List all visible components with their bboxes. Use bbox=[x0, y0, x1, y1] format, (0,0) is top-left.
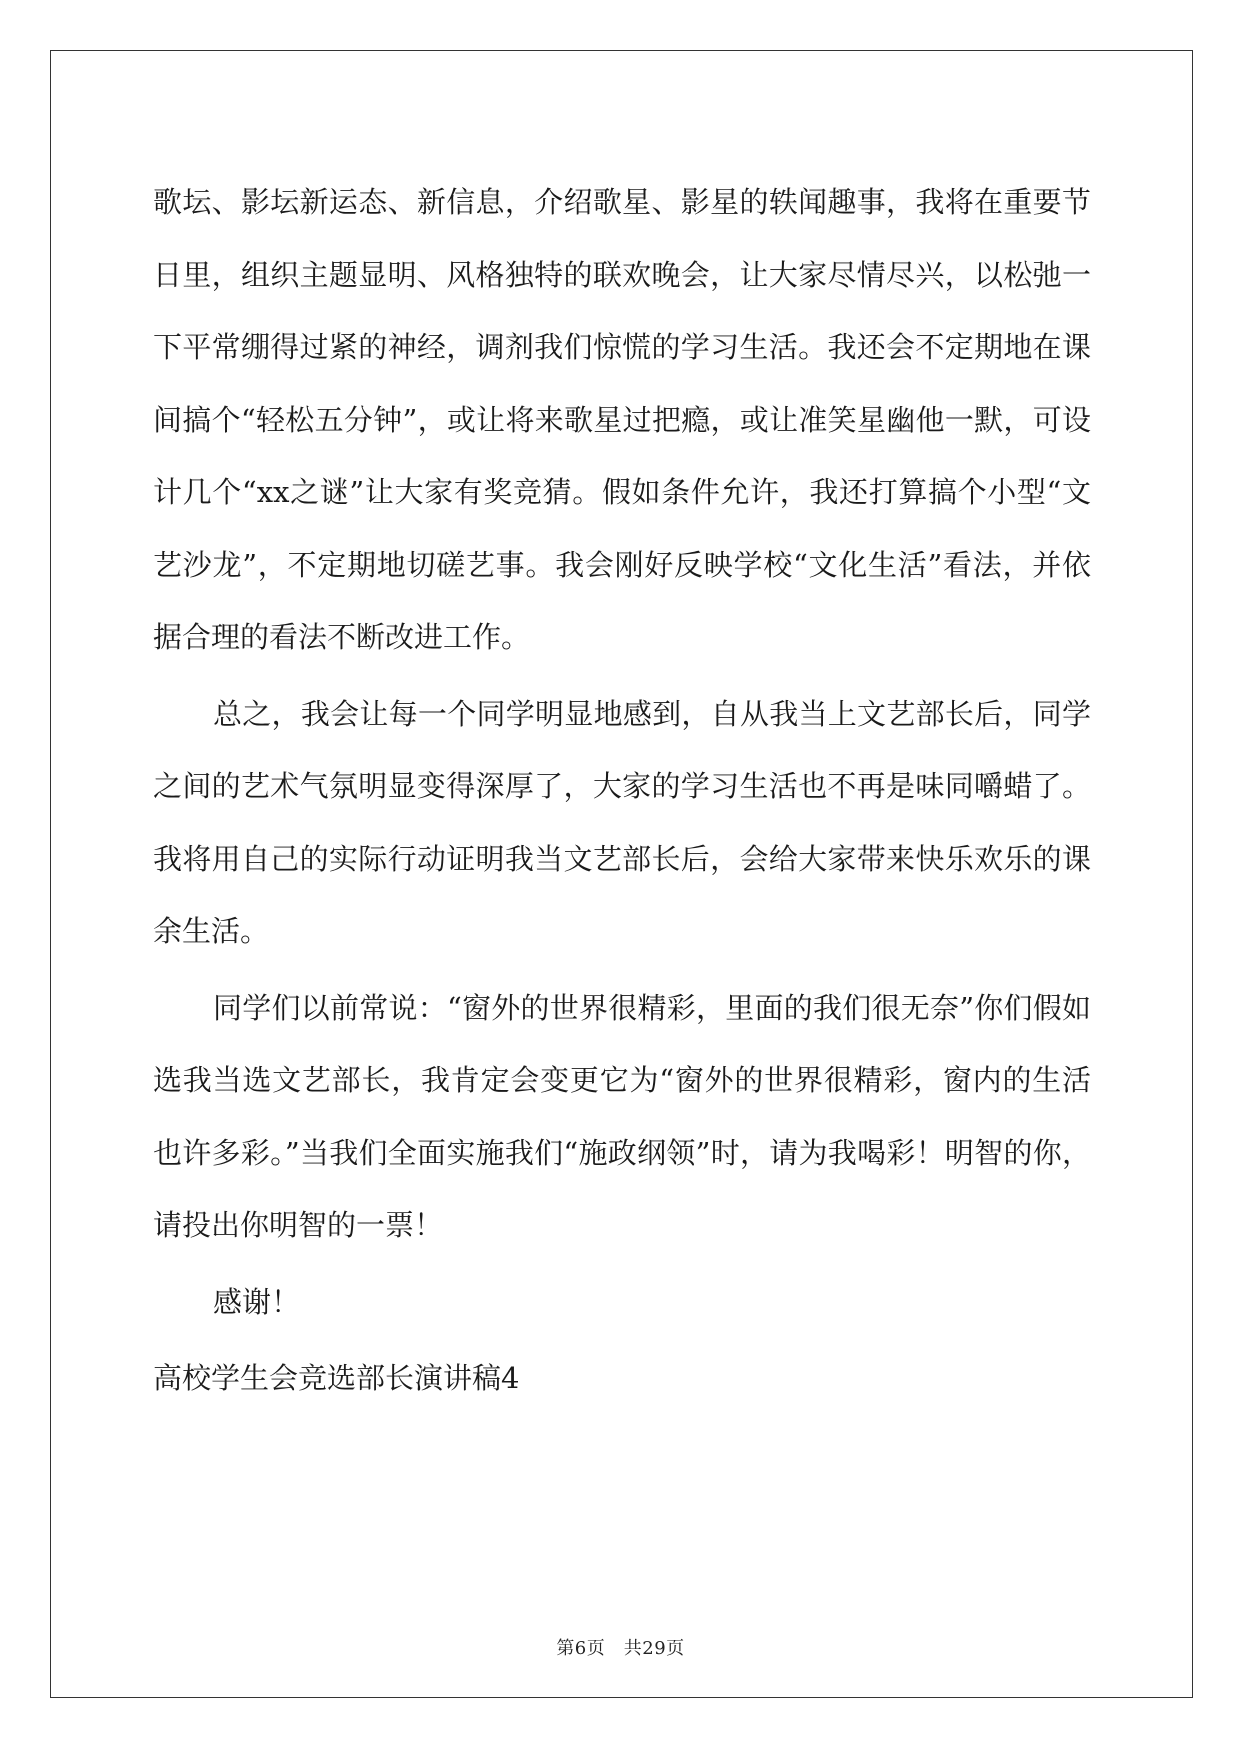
paragraph-3: 同学们以前常说：“窗外的世界很精彩，里面的我们很无奈”你们假如选我当选文艺部长，我肯定会变更它为“窗外的世界很精彩，窗内的生活也许多彩。”当我们全面实施我们“施政纲领”时，请为我喝彩！明智的你，请投出你明智的一票！ bbox=[153, 990, 1091, 1242]
document-body bbox=[153, 166, 1091, 1419]
paragraph-4: 感谢！ bbox=[213, 1284, 301, 1319]
paragraph-1: 歌坛、影坛新运态、新信息，介绍歌星、影星的轶闻趣事，我将在重要节日里，组织主题显明、风格独特的联欢晚会，让大家尽情尽兴，以松弛一下平常绷得过紧的神经，调剂我们惊慌的学习生活。我还会不定期地在课间搞个“轻松五分钟”，或让将来歌星过把瘾，或让准笑星幽他一默，可设计几个“xx之谜”让大家有奖竞猜。假如条件允许，我还打算搞个小型“文艺沙龙”，不定期地切磋艺事。我会刚好反映学校“文化生活”看法，并依据合理的看法不断改进工作。 bbox=[153, 185, 1091, 654]
paragraph-2: 总之，我会让每一个同学明显地感到，自从我当上文艺部长后，同学之间的艺术气氛明显变得深厚了，大家的学习生活也不再是味同嚼蜡了。我将用自己的实际行动证明我当文艺部长后，会给大家带来快乐欢乐的课余生活。 bbox=[153, 696, 1091, 948]
page-number-footer: 第6页 共29页 bbox=[556, 1638, 685, 1659]
section-heading: 高校学生会竞选部长演讲稿4 bbox=[153, 1361, 520, 1395]
